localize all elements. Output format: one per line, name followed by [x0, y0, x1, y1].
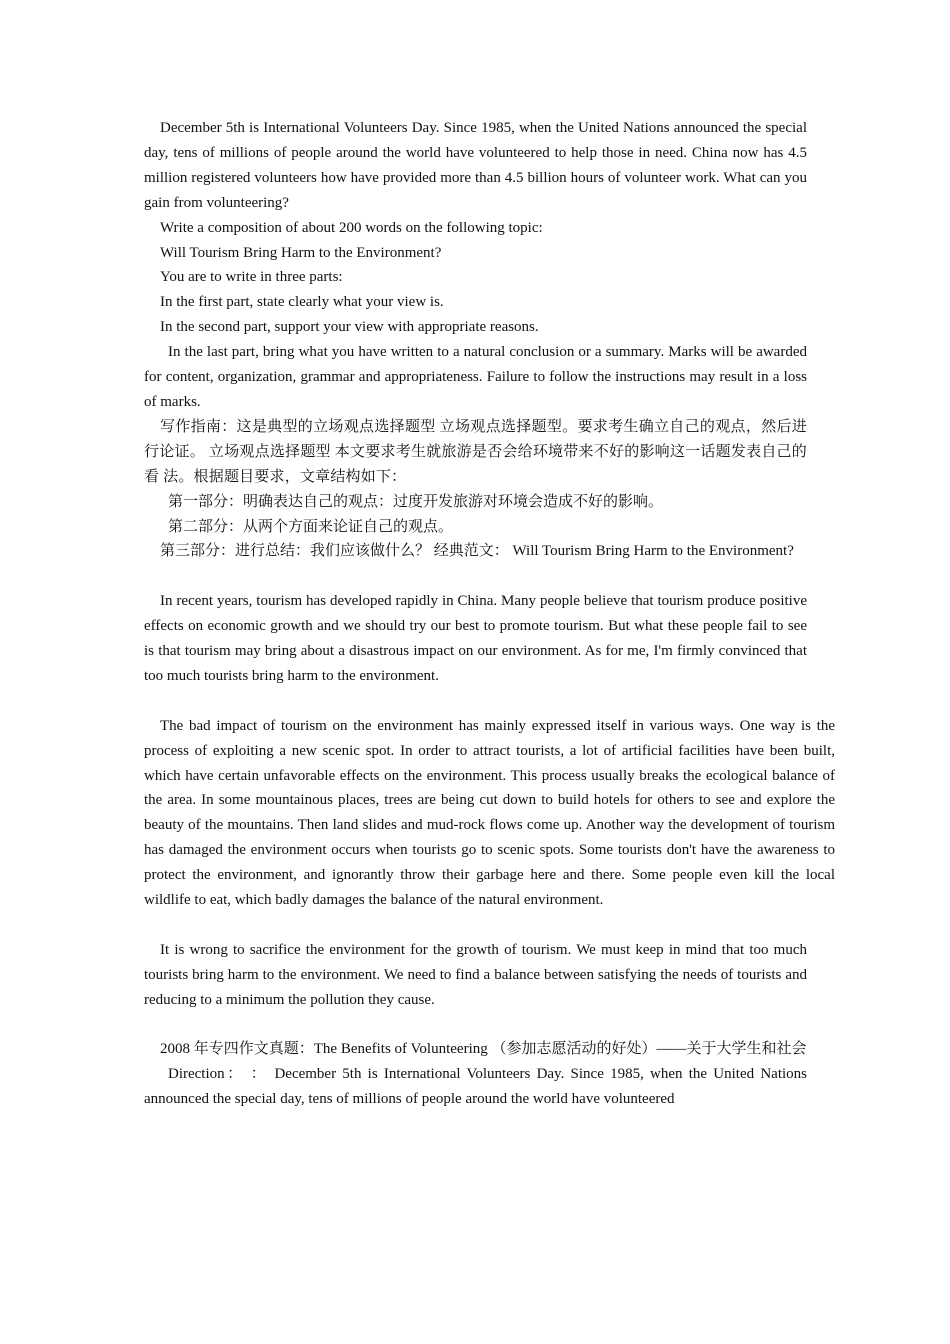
first-part-line: In the first part, state clearly what your view is. [160, 294, 444, 311]
intro-paragraph: December 5th is International Volunteers Day. Since 1985, when the United Nations announced the special day, tens of millions of people around the world have volunteered to help those in need. China now has 4.5 million registered volunteers how have provided more than 4.5 billion hours of volunteer work. What can you gain from volunteering? [144, 120, 807, 211]
essay-paragraph-1: In recent years, tourism has developed rapidly in China. Many people believe that tourism produce positive effects on economic growth and we should try our best to promote tourism. But what these people fail to see is that tourism may bring about a disastrous impact on our environment. As for me, I'm firmly convinced that too much tourists bring harm to the environment. [144, 593, 807, 684]
spacer [144, 913, 807, 938]
document-page [144, 116, 835, 1112]
three-parts-line: You are to write in three parts: [160, 269, 343, 286]
writing-guide: 写作指南：这是典型的立场观点选择题型 立场观点选择题型。要求考生确立自己的观点，然后进行论证。 立场观点选择题型 本文要求考生就旅游是否会给环境带来不好的影响这一话题发表自己的看 法。根据题目要求，文章结构如下： [144, 418, 807, 485]
essay-paragraph-3: It is wrong to sacrifice the environment for the growth of tourism. We must keep in mind that too much tourists bring harm to the environment. We need to find a balance between satisfying the needs of tourists and reducing to a minimum the pollution they cause. [144, 941, 807, 1008]
direction-paragraph: Direction： ： December 5th is International Volunteers Day. Since 1985, when the United Nations announced the special day, tens of millions of people around the world have volunteered [144, 1066, 807, 1108]
spacer [144, 1013, 807, 1038]
last-part-line: In the last part, bring what you have written to a natural conclusion or a summary. Marks will be awarded for content, organization, grammar and appropriateness. Failure to follow the instructions may result in a loss of marks. [144, 344, 807, 410]
outline-part-3: 第三部分：进行总结：我们应该做什么？ 经典范文： Will Tourism Bring Harm to the Environment? [160, 543, 794, 560]
topic-line: Will Tourism Bring Harm to the Environment? [160, 244, 442, 261]
outline-part-2: 第二部分：从两个方面来论证自己的观点。 [168, 518, 454, 535]
spacer [144, 689, 807, 714]
spacer [144, 564, 807, 589]
second-part-line: In the second part, support your view with appropriate reasons. [160, 319, 539, 336]
outline-part-1: 第一部分：明确表达自己的观点：过度开发旅游对环境会造成不好的影响。 [168, 493, 664, 510]
prompt-line: Write a composition of about 200 words on the following topic: [160, 219, 543, 236]
essay-paragraph-2: The bad impact of tourism on the environment has mainly expressed itself in various ways. One way is the process of exploiting a new scenic spot. In order to attract tourists, a lot of artificial facilities have been built, which have certain unfavorable effects on the environment. This process usually breaks the ecological balance of the area. In some mountainous places, trees are being cut down to build hotels for others to see and explore the beauty of the mountains. Then land slides and mud-rock flows come up. Another way the development of tourism has damaged the environment occurs when tourists go to scenic spots. Some tourists don't have the awareness to protect the environment, and ignorantly throw their garbage here and there. Some people even kill the local wildlife to eat, which badly damages the balance of the natural environment. [144, 717, 835, 909]
heading-2008: 2008 年专四作文真题：The Benefits of Volunteering （参加志愿活动的好处）——关于大学生和社会 [160, 1041, 807, 1058]
